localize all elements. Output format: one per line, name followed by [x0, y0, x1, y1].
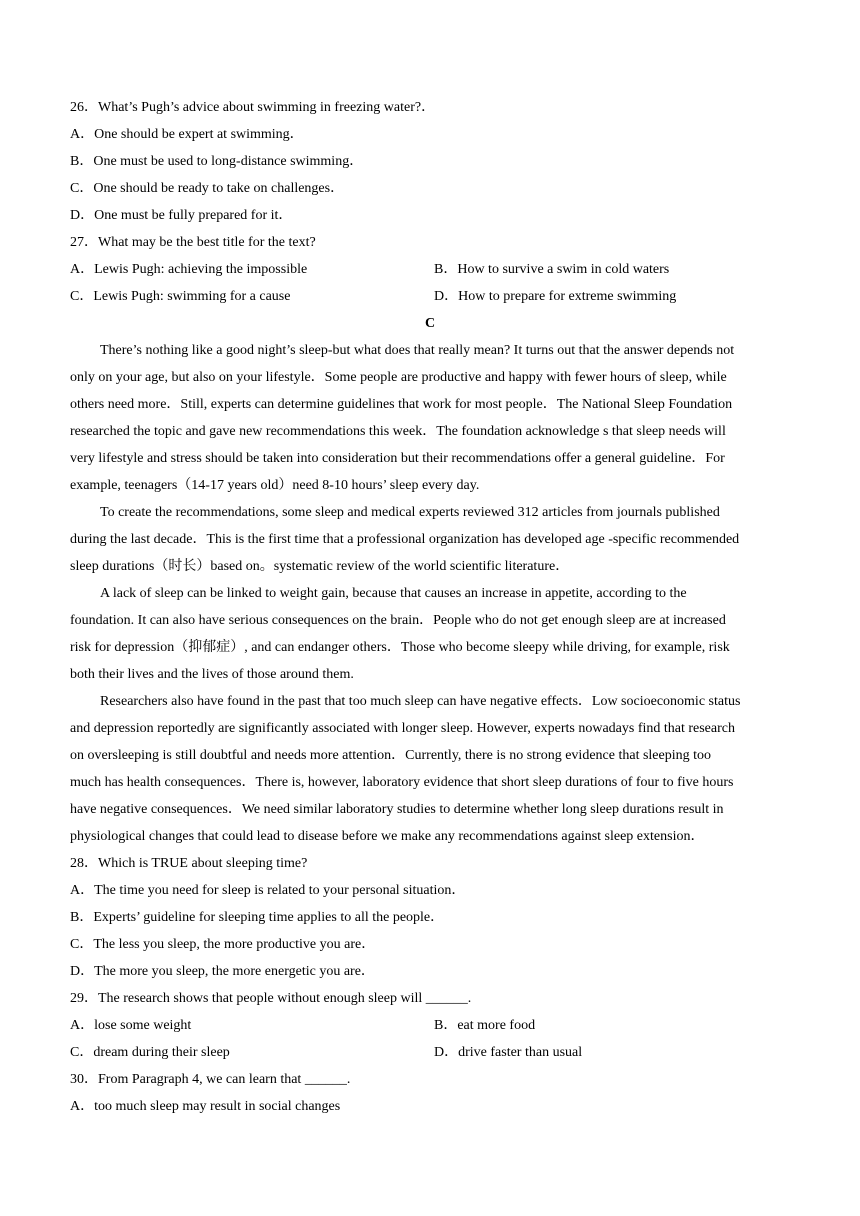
question-26-option-b: B．One must be used to long-distance swimming．: [70, 154, 364, 169]
question-29-option-d: D．drive faster than usual: [434, 1045, 583, 1060]
question-28-option-b: B．Experts’ guideline for sleeping time applies to all the people．: [70, 910, 445, 925]
passage-line: others need more．Still, experts can determine guidelines that work for most people．The National Sleep Foundation: [70, 397, 733, 412]
passage-line: very lifestyle and stress should be taken into consideration but their recommendations offer a general guideline．For: [70, 451, 725, 466]
passage-line: researched the topic and gave new recommendations this week．The foundation acknowledge s that sleep needs will: [70, 424, 726, 439]
passage-line: Researchers also have found in the past that too much sleep can have negative effects．Low socioeconomic status: [100, 694, 741, 709]
question-28-option-a: A．The time you need for sleep is related to your personal situation．: [70, 883, 466, 898]
question-27-option-a: A．Lewis Pugh: achieving the impossible: [70, 262, 308, 277]
question-29-option-b: B．eat more food: [434, 1018, 536, 1033]
question-27-stem: 27．What may be the best title for the text?: [70, 235, 316, 250]
question-28-stem: 28．Which is TRUE about sleeping time?: [70, 856, 308, 871]
question-27-option-c: C．Lewis Pugh: swimming for a cause: [70, 289, 291, 304]
passage-line: To create the recommendations, some sleep and medical experts reviewed 312 articles from journals published: [100, 505, 720, 520]
passage-line: physiological changes that could lead to disease before we make any recommendations against sleep extension．: [70, 829, 705, 844]
passage-line: only on your age, but also on your lifestyle．Some people are productive and happy with fewer hours of sleep, while: [70, 370, 727, 385]
passage-line: have negative consequences．We need similar laboratory studies to determine whether long sleep durations result in: [70, 802, 724, 817]
question-30-stem: 30．From Paragraph 4, we can learn that ______.: [70, 1072, 351, 1087]
passage-line: There’s nothing like a good night’s sleep-but what does that really mean? It turns out that the answer depends not: [100, 343, 735, 358]
passage-line: much has health consequences．There is, however, laboratory evidence that short sleep durations of four to five hours: [70, 775, 734, 790]
question-27-option-b: B．How to survive a swim in cold waters: [434, 262, 670, 277]
passage-line: both their lives and the lives of those around them.: [70, 667, 354, 682]
question-29-option-c: C．dream during their sleep: [70, 1045, 230, 1060]
question-26-option-a: A．One should be expert at swimming．: [70, 127, 304, 142]
passage-line: sleep durations（时长）based on。systematic review of the world scientific literature．: [70, 559, 570, 574]
question-30-option-a: A．too much sleep may result in social changes: [70, 1099, 341, 1114]
passage-line: A lack of sleep can be linked to weight gain, because that causes an increase in appetite, according to the: [100, 586, 687, 601]
passage-line: and depression reportedly are significantly associated with longer sleep. However, experts nowadays find that research: [70, 721, 735, 736]
passage-line: during the last decade．This is the first time that a professional organization has developed age -specific recommended: [70, 532, 740, 547]
passage-line: example, teenagers（14-17 years old）need 8-10 hours’ sleep every day.: [70, 478, 480, 493]
question-29-option-a: A．lose some weight: [70, 1018, 192, 1033]
question-26-stem: 26．What’s Pugh’s advice about swimming in freezing water?．: [70, 100, 436, 115]
passage-line: on oversleeping is still doubtful and needs more attention．Currently, there is no strong evidence that sleeping too: [70, 748, 712, 763]
question-29-stem: 29．The research shows that people without enough sleep will ______.: [70, 991, 472, 1006]
passage-line: foundation. It can also have serious consequences on the brain．People who do not get enough sleep are at increased: [70, 613, 726, 628]
section-heading: C: [424, 316, 436, 331]
question-27-option-d: D．How to prepare for extreme swimming: [434, 289, 677, 304]
passage-line: risk for depression（抑郁症）, and can endanger others．Those who become sleepy while driving, for example, risk: [70, 640, 730, 655]
question-26-option-d: D．One must be fully prepared for it．: [70, 208, 293, 223]
question-26-option-c: C．One should be ready to take on challenges．: [70, 181, 345, 196]
question-28-option-d: D．The more you sleep, the more energetic you are．: [70, 964, 375, 979]
question-28-option-c: C．The less you sleep, the more productive you are．: [70, 937, 376, 952]
